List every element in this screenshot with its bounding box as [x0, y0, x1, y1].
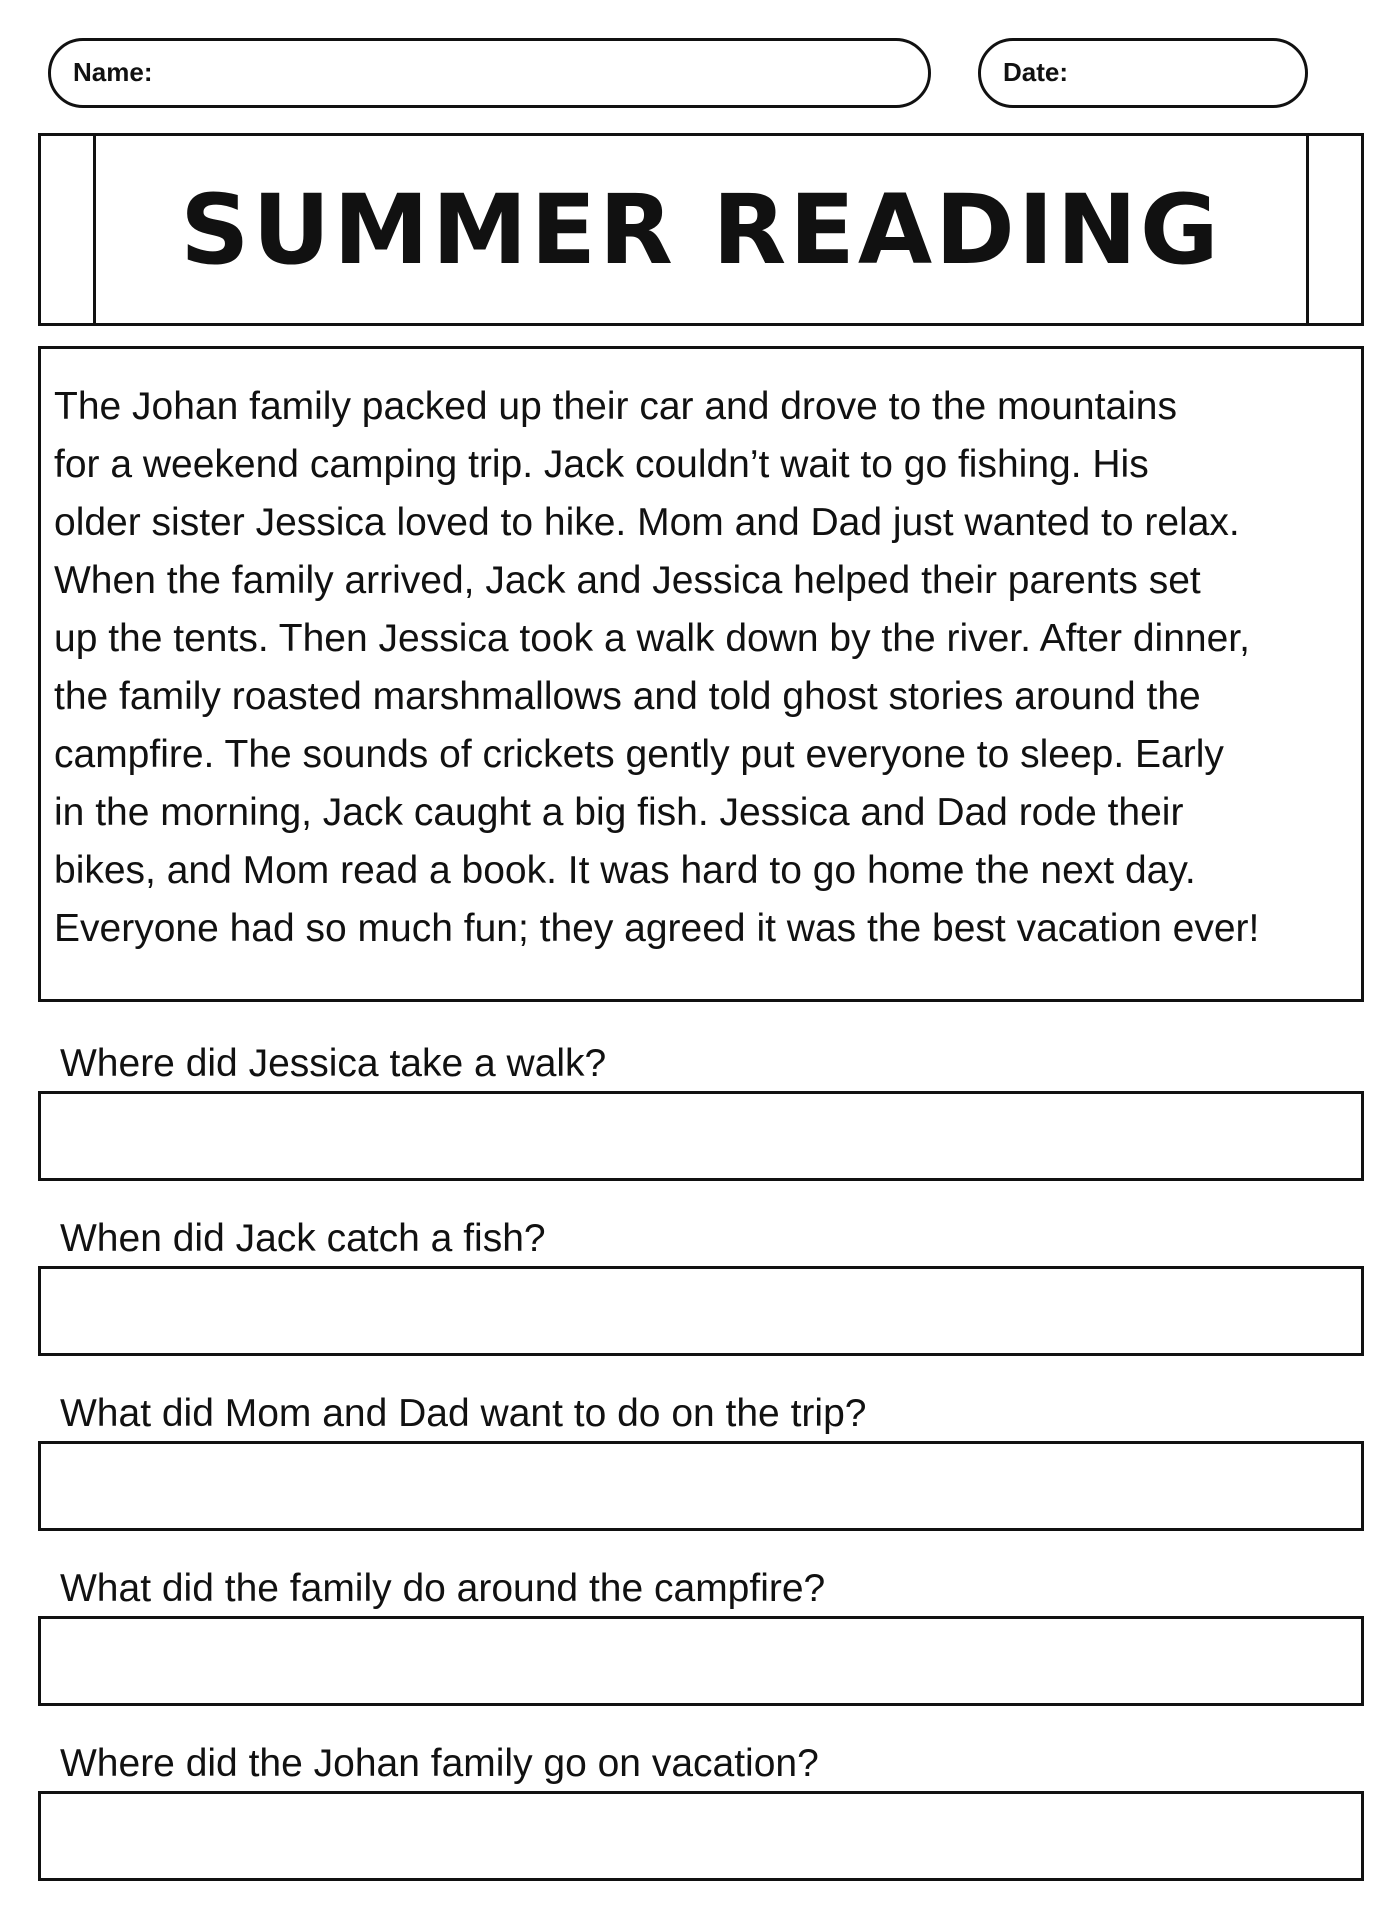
story-line: The Johan family packed up their car and drove to the mountains — [54, 385, 1177, 428]
date-label: Date: — [1003, 57, 1069, 87]
story-line: When the family arrived, Jack and Jessica helped their parents set — [54, 559, 1201, 602]
answer-box-4[interactable] — [38, 1616, 1364, 1706]
title-divider-right — [1306, 136, 1309, 323]
name-field[interactable] — [48, 38, 931, 108]
answer-box-3[interactable] — [38, 1441, 1364, 1531]
story-line: Everyone had so much fun; they agreed it was the best vacation ever! — [54, 907, 1260, 950]
answer-box-2[interactable] — [38, 1266, 1364, 1356]
answer-box-5[interactable] — [38, 1791, 1364, 1881]
question-2: When did Jack catch a fish? — [60, 1217, 546, 1260]
page-title: SUMMER READING — [180, 173, 1222, 286]
story-line: campfire. The sounds of crickets gently put everyone to sleep. Early — [54, 733, 1224, 776]
story-line: for a weekend camping trip. Jack couldn’t wait to go fishing. His — [54, 443, 1149, 486]
question-5: Where did the Johan family go on vacation? — [60, 1742, 819, 1785]
question-4: What did the family do around the campfire? — [60, 1567, 826, 1610]
story-passage — [38, 346, 1364, 1002]
story-line: the family roasted marshmallows and told ghost stories around the — [54, 675, 1201, 718]
title-banner — [38, 133, 1364, 326]
answer-box-1[interactable] — [38, 1091, 1364, 1181]
question-3: What did Mom and Dad want to do on the trip? — [60, 1392, 867, 1435]
story-line: in the morning, Jack caught a big fish. Jessica and Dad rode their — [54, 791, 1184, 834]
name-label: Name: — [73, 57, 153, 87]
question-1: Where did Jessica take a walk? — [60, 1042, 607, 1085]
story-line: bikes, and Mom read a book. It was hard to go home the next day. — [54, 849, 1196, 892]
story-line: up the tents. Then Jessica took a walk down by the river. After dinner, — [54, 617, 1250, 660]
title-divider-left — [93, 136, 96, 323]
story-line: older sister Jessica loved to hike. Mom and Dad just wanted to relax. — [54, 501, 1240, 544]
date-field[interactable] — [978, 38, 1308, 108]
